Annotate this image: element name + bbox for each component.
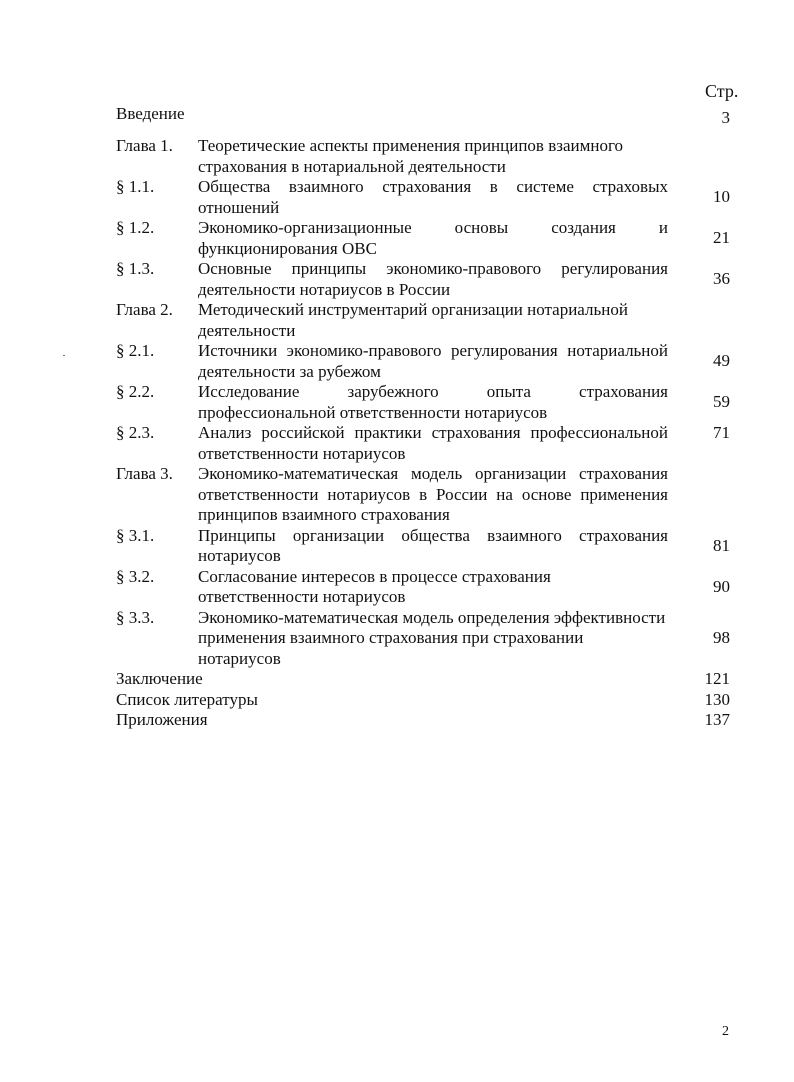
toc-section-label: § 3.3. — [116, 607, 155, 627]
toc-section-3-1 — [116, 526, 746, 567]
toc-section-2-3 — [116, 423, 746, 464]
toc-chapter-label: Глава 1. — [116, 136, 173, 155]
toc-entry-title: Список литературы — [116, 689, 258, 709]
toc-section-label: § 3.2. — [116, 566, 155, 586]
toc-section-label: § 1.3. — [116, 259, 155, 278]
toc-entry-title: Заключение — [116, 669, 203, 688]
toc-section-label: § 1.1. — [116, 177, 155, 196]
page-column-header: Стр. — [705, 81, 739, 101]
toc-section-1-1 — [116, 177, 746, 218]
toc-chapter-label: Глава 2. — [116, 300, 173, 319]
toc-section-title: Экономико-организационные основы создания и функционирования ОВС — [198, 218, 668, 258]
toc-section-title: Общества взаимного страхования в системе страховых отношений — [198, 177, 668, 217]
toc-section-3-2 — [116, 567, 746, 608]
toc-chapter-label: Глава 3. — [116, 464, 173, 483]
toc-entry-references — [116, 690, 746, 711]
toc-section-label: § 1.2. — [116, 218, 155, 237]
toc-chapter-title: Теоретические аспекты применения принципов взаимного страхования в нотариальной деятельности — [198, 136, 623, 176]
toc-entry-title: Приложения — [116, 710, 208, 729]
toc-section-title: Экономико-математическая модель определения эффективности применения взаимного страхования при страховании нотариусов — [198, 607, 666, 668]
toc-section-title: Источники экономико-правового регулирования нотариальной деятельности за рубежом — [198, 341, 668, 381]
toc-chapter-2 — [116, 300, 746, 341]
toc-section-label: § 3.1. — [116, 525, 155, 545]
toc-section-3-3 — [116, 608, 746, 670]
toc-entry-intro — [116, 103, 746, 127]
toc-section-title: Согласование интересов в процессе страхования ответственности нотариусов — [198, 566, 551, 606]
toc-section-label: § 2.3. — [116, 423, 155, 442]
toc-section-2-1 — [116, 341, 746, 382]
toc-section-title: Принципы организации общества взаимного страхования нотариусов — [198, 525, 668, 565]
toc-section-page: 21 — [713, 228, 730, 248]
toc-section-page: 81 — [713, 535, 730, 555]
toc-section-page: 49 — [713, 351, 730, 371]
toc-entry-page: 3 — [721, 107, 730, 127]
toc-section-1-3 — [116, 259, 746, 300]
toc-section-1-2 — [116, 218, 746, 259]
toc-section-page: 98 — [713, 628, 730, 647]
toc-section-title: Анализ российской практики страхования профессиональной ответственности нотариусов — [198, 423, 668, 463]
scan-speck — [63, 355, 65, 356]
toc-entry-page: 121 — [704, 669, 730, 688]
toc-section-page: 90 — [713, 576, 730, 596]
toc-section-label: § 2.2. — [116, 382, 155, 401]
toc-section-page: 71 — [713, 423, 730, 442]
toc-chapter-1 — [116, 136, 746, 177]
toc-chapter-title: Экономико-математическая модель организации страхования ответственности нотариусов в России на основе применения принципов взаимного страхования — [198, 464, 668, 524]
toc-entry-title: Введение — [116, 103, 185, 123]
toc-section-page: 36 — [713, 269, 730, 289]
toc-entry-conclusion — [116, 669, 746, 690]
toc-chapter-title: Методический инструментарий организации нотариальной деятельности — [198, 300, 628, 340]
toc-entry-appendices — [116, 710, 746, 731]
toc-section-2-2 — [116, 382, 746, 423]
toc-entry-page: 137 — [704, 710, 730, 729]
table-of-contents — [116, 104, 746, 731]
toc-entry-page: 130 — [704, 689, 730, 709]
toc-section-title: Исследование зарубежного опыта страхования профессиональной ответственности нотариусов — [198, 382, 668, 422]
page-number: 2 — [722, 1024, 729, 1039]
toc-section-label: § 2.1. — [116, 341, 155, 360]
toc-chapter-3 — [116, 464, 746, 526]
toc-section-title: Основные принципы экономико-правового регулирования деятельности нотариусов в России — [198, 259, 668, 299]
toc-section-page: 10 — [713, 187, 730, 207]
toc-section-page: 59 — [713, 392, 730, 412]
